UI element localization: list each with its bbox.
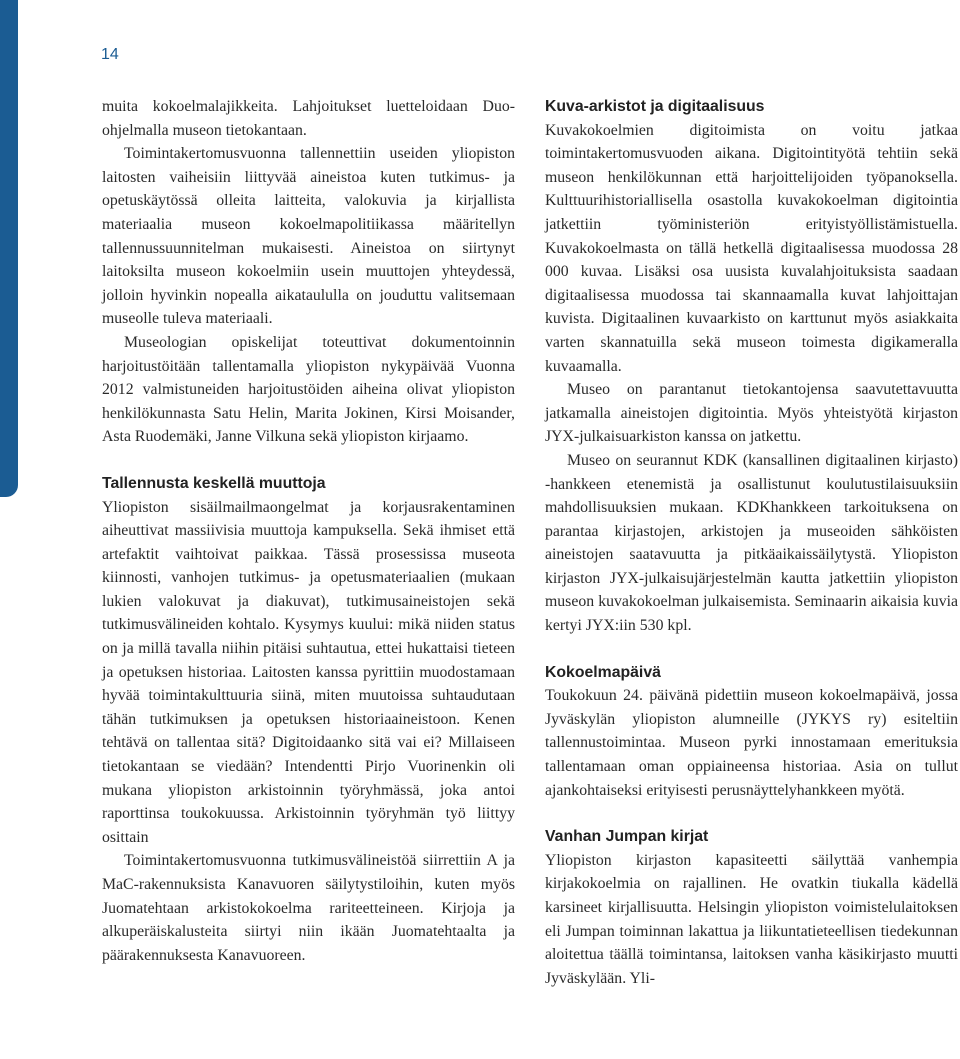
paragraph: Toimintakertomusvuonna tutkimusvälineistöä siirrettiin A ja MaC-rakennuksista Kanavuoren säilytystiloihin, kuten myös Juomatehtaan arkistokokoelma rariteetteineen. Kirjoja ja alkuperäiskalusteita siirtyi niin ikään Juomatehtaalta ja päärakennuksesta Kanavuoreen. xyxy=(102,852,515,964)
section-heading: Kokoelmapäivä xyxy=(545,663,661,681)
right-column xyxy=(545,95,958,990)
paragraph: Toukokuun 24. päivänä pidettiin museon kokoelmapäivä, jossa Jyväskylän yliopiston alumneille (JYKYS ry) esiteltiin tallennustoimintaa. Museon pyrki innostamaan emerituksia tallentamaan oman oppiaineensa historiaa. Asia on tullut ajankohtaiseksi erityisesti perusnäyttelyhankkeen myötä. xyxy=(545,687,958,799)
paragraph: Yliopiston kirjaston kapasiteetti säilyttää vanhempia kirjakokoelmia on rajallinen. He ovatkin tiukalla kädellä karsineet kirjallisuutta. Helsingin yliopiston voimistelulaitoksen eli Jumpan toiminnan lakattua ja liikuntatieteellisen tiedekunnan aloitettua täällä toimintansa, laitoksen vanha käsikirjasto muutti Jyväskylään. Yli- xyxy=(545,851,958,987)
section-heading: Vanhan Jumpan kirjat xyxy=(545,828,709,846)
paragraph: Toimintakertomusvuonna tallennettiin useiden yliopiston laitosten vaiheisiin liittyvää aineistoa kuten tutkimus- ja opetuskäytössä olleita laitteita, valokuvia ja kirjallista materiaalia museon kokoelmapolitiikassa määritellyn tallennussuunnitelman mukaisesti. Aineistoa on siirtynyt laitoksilta museon kokoelmiin usein muuttojen yhteydessä, jolloin hyvinkin nopealla aikataululla on jouduttu valitsemaan museolle tuleva materiaali. xyxy=(102,145,515,328)
paragraph: Museologian opiskelijat toteuttivat dokumentoinnin harjoitustöitään tallentamalla yliopiston nykypäivää Vuonna 2012 valmistuneiden harjoitustöiden aiheina olivat yliopiston henkilökunnasta Satu Helin, Marita Jokinen, Kirsi Moisander, Asta Ruodemäki, Janne Vilkuna sekä yliopiston kirjaamo. xyxy=(102,333,515,446)
section-heading: Tallennusta keskellä muuttoja xyxy=(102,474,326,492)
paragraph: Museo on parantanut tietokantojensa saavutettavuutta jatkamalla aineistojen digitointia. Myös yhteistyötä kirjaston JYX-julkaisuarkiston kanssa on jatkettu. xyxy=(545,381,958,446)
side-tab-marker xyxy=(0,0,18,497)
paragraph: Yliopiston sisäilmailmaongelmat ja korjausrakentaminen aiheuttivat massiivisia muuttoja kampuksella. Sekä ihmiset että artefaktit vaihtoivat paikkaa. Tässä prosessissa museota kiinnosti, vanhojen tutkimus- ja opetusmateriaalien (mukaan lukien valokuvat ja diakuvat), tutkimusaineistojen sekä tutkimusvälineiden kohtalo. Kysymys kuului: mikä niiden status on ja millä tavalla niihin pitäisi suhtautua, ettei hukattaisi tieteen ja opetuksen historiaa. Laitosten kanssa pyrittiin muodostamaan hyvää toimintakulttuuria siinä, miten muutoissa suhtaudutaan tähän tutkimuksen ja opetuksen historiaaineistoon. Kenen tehtävä on tallentaa sitä? Digitoidaanko sitä vai ei? Millaiseen tietokantaan se viedään? Intendentti Pirjo Vuorinenkin oli mukana yliopiston arkistoinnin työryhmässä, joka antoi raporttinsa toukokuussa. Arkistoinnin työryhmän työ liittyy osittain xyxy=(102,498,515,846)
paragraph: Museo on seurannut KDK (kansallinen digitaalinen kirjasto) -hankkeen etenemistä ja osallistunut koulutustilaisuuksiin mahdollisuuksien mukaan. KDKhankkeen tarkoituksena on parantaa kirjastojen, arkistojen ja museoiden sähköisten aineistojen saatavuutta ja pitkäaikaissäilytystä. Yliopiston kirjaston JYX-julkaisujärjestelmän kautta jatkettiin yliopiston museon kuvakokoelman julkaisemista. Seminaarin aikaisia kuvia kertyi JYX:iin 530 kpl. xyxy=(545,451,958,635)
section-heading: Kuva-arkistot ja digitaalisuus xyxy=(545,98,765,115)
page-number: 14 xyxy=(101,46,119,63)
paragraph: Kuvakokoelmien digitoimista on voitu jatkaa toimintakertomusvuoden aikana. Digitointityötä tehtiin sekä museon henkilökunnan että harjoittelijoiden työpanoksella. Kulttuurihistoriallisella osastolla kuvakokoelman digitointia jatkettiin työministeriön erityistyöllistämistuella. Kuvakokoelmasta on tällä hetkellä digitaalisessa muodossa 28 000 kuvaa. Lisäksi osa uusista kuvalahjoituksista saadaan digitaalisessa muodossa tai skannaamalla kuvat lahjoittajan kuvista. Digitaalinen kuvaarkisto on karttunut myös asiakkaita varten skannatuilla sekä museon toimesta digikameralla kuvaamalla. xyxy=(545,121,958,375)
paragraph: muita kokoelmalajikkeita. Lahjoitukset luetteloidaan Duo-ohjelmalla museon tietokantaan. xyxy=(102,98,515,139)
left-column xyxy=(102,95,515,967)
